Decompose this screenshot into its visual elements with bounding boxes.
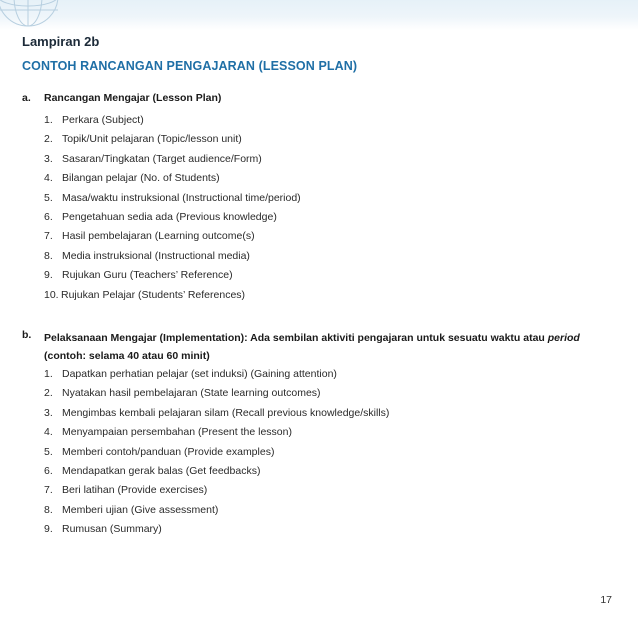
list-item <box>44 153 301 172</box>
list-item-number: 2. <box>44 133 53 146</box>
list-item-number: 6. <box>44 464 53 477</box>
list-item <box>44 426 389 445</box>
list-item-text: Dapatkan perhatian pelajar (set induksi) (Gaining attention) <box>62 368 337 380</box>
list-item-number: 4. <box>44 426 53 439</box>
list-item <box>44 192 301 211</box>
list-item <box>44 368 389 387</box>
list-item <box>44 407 389 426</box>
list-item-text: Perkara (Subject) <box>62 114 144 126</box>
list-item <box>44 230 301 249</box>
list-item-text: Media instruksional (Instructional media) <box>62 249 250 262</box>
list-item <box>44 133 301 152</box>
list-item <box>44 484 389 503</box>
list-item-number: 4. <box>44 172 53 185</box>
list-item-text: Mengimbas kembali pelajaran silam (Recall previous knowledge/skills) <box>62 406 390 419</box>
list-item-number: 5. <box>44 191 53 204</box>
document-title: CONTOH RANCANGAN PENGAJARAN (LESSON PLAN) <box>22 59 358 73</box>
list-item <box>44 387 389 406</box>
list-item-text: Topik/Unit pelajaran (Topic/lesson unit) <box>62 133 242 146</box>
list-item <box>44 446 389 465</box>
list-item-number: 7. <box>44 230 53 243</box>
list-item-text: Rujukan Pelajar (Students’ References) <box>61 288 246 301</box>
list-item-text: Sasaran/Tingkatan (Target audience/Form) <box>62 152 262 165</box>
list-item-text: Beri latihan (Provide exercises) <box>62 484 208 497</box>
list-item-number: 1. <box>44 368 53 380</box>
list-item <box>44 172 301 191</box>
list-item <box>44 269 301 288</box>
list-item-text: Bilangan pelajar (No. of Students) <box>62 172 220 185</box>
list-item-number: 8. <box>44 503 53 516</box>
globe-icon <box>0 0 80 30</box>
list-item-number: 7. <box>44 484 53 497</box>
list-item <box>44 289 301 308</box>
appendix-label: Lampiran 2b <box>22 34 100 49</box>
list-item-text: Rumusan (Summary) <box>62 523 162 536</box>
list-item-text: Memberi contoh/panduan (Provide examples) <box>62 445 275 458</box>
list-item-text: Mendapatkan gerak balas (Get feedbacks) <box>62 464 261 477</box>
lesson-plan-list <box>44 114 301 308</box>
list-item-text: Nyatakan hasil pembelajaran (State learning outcomes) <box>62 387 321 400</box>
list-item-number: 1. <box>44 114 53 126</box>
list-item <box>44 523 389 542</box>
list-item-number: 10. <box>44 288 59 301</box>
list-item-text: Masa/waktu instruksional (Instructional time/period) <box>62 191 301 204</box>
section-a-heading: Rancangan Mengajar (Lesson Plan) <box>44 92 222 104</box>
section-b-heading-text: Pelaksanaan Mengajar (Implementation): Ada sembilan aktiviti pengajaran untuk sesuatu waktu atau <box>44 332 548 344</box>
list-item <box>44 465 389 484</box>
list-item-number: 3. <box>44 406 53 419</box>
list-item-number: 5. <box>44 445 53 458</box>
list-item <box>44 211 301 230</box>
header-band <box>0 0 638 30</box>
list-item <box>44 250 301 269</box>
list-item <box>44 504 389 523</box>
list-item-number: 8. <box>44 249 53 262</box>
list-item-number: 3. <box>44 152 53 165</box>
list-item-number: 2. <box>44 387 53 400</box>
list-item-text: Rujukan Guru (Teachers’ Reference) <box>62 269 233 282</box>
section-b-label: b. <box>22 329 32 341</box>
section-b-heading-italic: period <box>547 332 580 344</box>
list-item-number: 6. <box>44 210 53 223</box>
list-item-number: 9. <box>44 269 53 282</box>
list-item-text: Pengetahuan sedia ada (Previous knowledge) <box>62 210 277 223</box>
section-a-label: a. <box>22 92 31 104</box>
section-b-heading <box>44 329 604 365</box>
list-item-text: Menyampaian persembahan (Present the lesson) <box>62 426 292 439</box>
list-item-number: 9. <box>44 523 53 536</box>
list-item-text: Memberi ujian (Give assessment) <box>62 503 219 516</box>
implementation-list <box>44 368 389 543</box>
section-b-heading-example: (contoh: selama 40 atau 60 minit) <box>44 350 210 362</box>
list-item-text: Hasil pembelajaran (Learning outcome(s) <box>62 230 255 243</box>
page-number: 17 <box>600 594 612 606</box>
list-item <box>44 114 301 133</box>
